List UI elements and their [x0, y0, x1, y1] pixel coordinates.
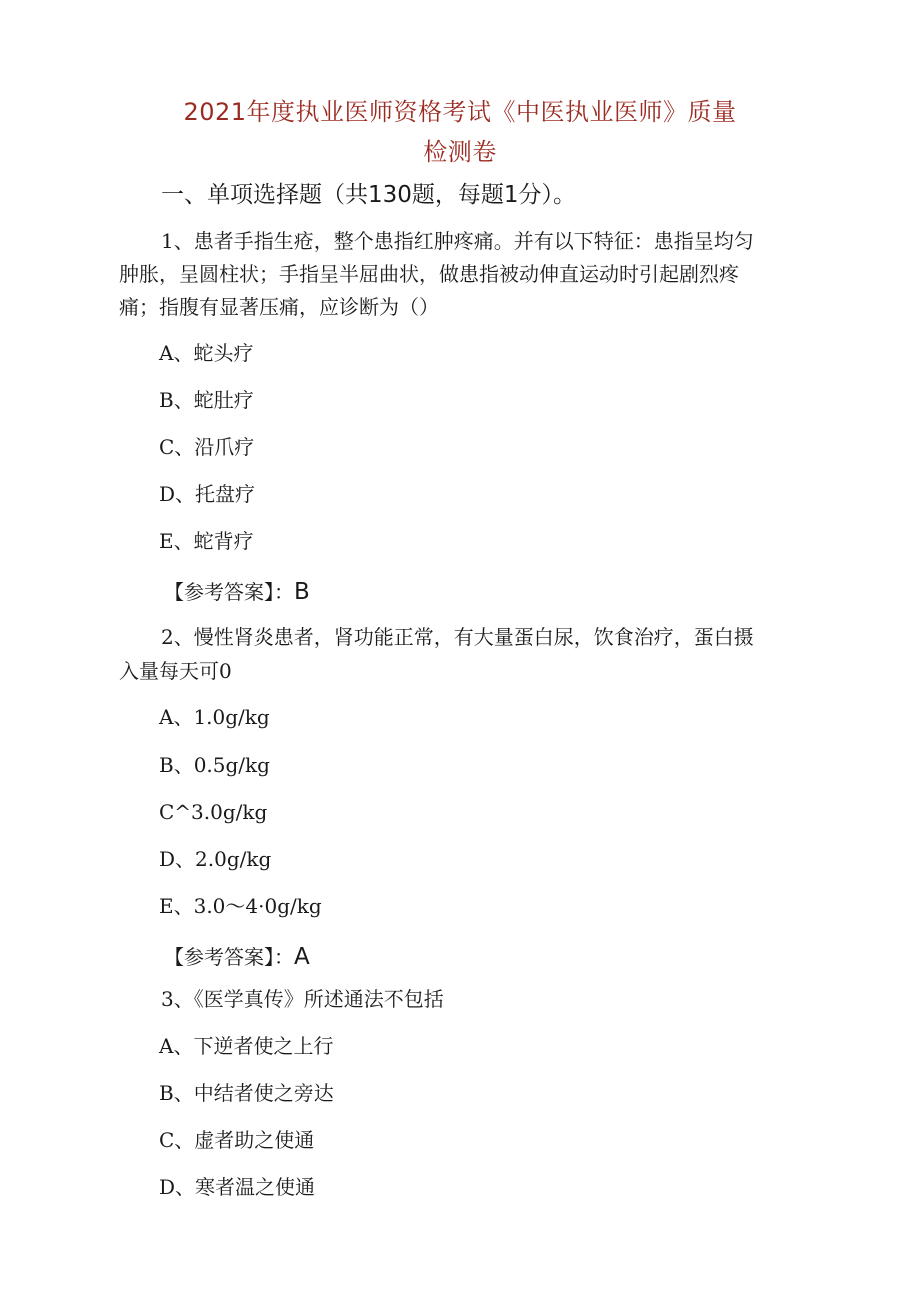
- question-1-stem-line-3: 痛；指腹有显著压痛，应诊断为（）: [119, 295, 439, 319]
- question-1-option-d: D、托盘疗: [159, 482, 256, 506]
- question-2-answer: [164, 941, 310, 970]
- question-3-option-b: B、中结者使之旁达: [159, 1081, 334, 1105]
- question-2-option-e: E、3.0～4·0g/kg: [159, 894, 322, 918]
- question-1-option-b: B、蛇肚疗: [159, 388, 254, 412]
- document-title-line-1: 2021年度执业医师资格考试《中医执业医师》质量: [183, 98, 737, 126]
- answer-letter: B: [294, 579, 310, 605]
- question-2-option-d: D、2.0g/kg: [159, 847, 272, 871]
- question-3-option-a: A、下逆者使之上行: [159, 1034, 334, 1058]
- question-3-stem-line-1: 3、《医学真传》所述通法不包括: [161, 987, 444, 1011]
- answer-label: 【参考答案】：: [164, 945, 294, 969]
- question-1-option-c: C、沿爪疗: [159, 435, 255, 459]
- question-1-stem-line-1: 1、患者手指生疮，整个患指红肿疼痛。并有以下特征：患指呈均匀: [161, 229, 754, 253]
- question-3-option-c: C、虚者助之使通: [159, 1128, 315, 1152]
- question-1-option-a: A、蛇头疗: [159, 341, 254, 365]
- question-2-option-b: B、0.5g/kg: [159, 753, 270, 777]
- section-heading: 一、单项选择题（共130题，每题1分）。: [161, 182, 577, 208]
- question-2-stem-line-1: 2、慢性肾炎患者，肾功能正常，有大量蛋白尿，饮食治疗，蛋白摄: [161, 625, 754, 649]
- question-1-answer: [164, 576, 310, 605]
- question-2-option-a: A、1.0g/kg: [159, 705, 270, 729]
- question-1-option-e: E、蛇背疗: [159, 529, 254, 553]
- question-2-stem-line-2: 入量每天可0: [119, 659, 232, 683]
- question-1-stem-line-2: 肿胀，呈圆柱状；手指呈半屈曲状，做患指被动伸直运动时引起剧烈疼: [119, 262, 739, 286]
- answer-letter: A: [294, 944, 310, 970]
- answer-label: 【参考答案】：: [164, 580, 294, 604]
- question-2-option-c: C^3.0g/kg: [159, 800, 268, 824]
- question-3-option-d: D、寒者温之使通: [159, 1175, 316, 1199]
- document-title-line-2: 检测卷: [423, 138, 497, 166]
